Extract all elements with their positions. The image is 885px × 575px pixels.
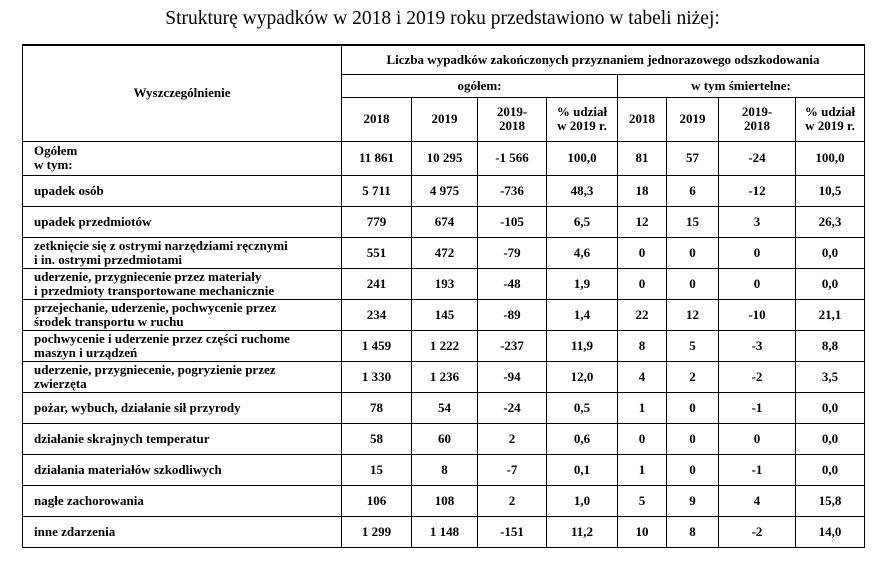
- table-cell: 1: [618, 392, 667, 423]
- table-cell: 12: [618, 206, 667, 237]
- table-cell: 1 299: [342, 516, 412, 547]
- table-cell: -736: [478, 175, 547, 206]
- table-cell: 15: [342, 454, 412, 485]
- year-header-cell: 2019- 2018: [478, 97, 547, 141]
- table-cell: 1,4: [547, 299, 618, 330]
- table-cell: -10: [719, 299, 796, 330]
- year-header-cell: % udział w 2019 r.: [796, 97, 865, 141]
- table-cell: 1,9: [547, 268, 618, 299]
- row-label: nagłe zachorowania: [23, 485, 342, 516]
- table-cell: 5: [618, 485, 667, 516]
- table-cell: 0,0: [796, 423, 865, 454]
- table-cell: 1 236: [412, 361, 478, 392]
- table-cell: 15: [667, 206, 719, 237]
- table-cell: 12,0: [547, 361, 618, 392]
- table-cell: 1,0: [547, 485, 618, 516]
- table-cell: 0: [618, 268, 667, 299]
- table-cell: 4 975: [412, 175, 478, 206]
- table-cell: 0,6: [547, 423, 618, 454]
- table-cell: 11 861: [342, 141, 412, 175]
- table-cell: -237: [478, 330, 547, 361]
- year-header-cell: 2018: [342, 97, 412, 141]
- row-label: pożar, wybuch, działanie sił przyrody: [23, 392, 342, 423]
- table-cell: 0: [618, 237, 667, 268]
- table-cell: -89: [478, 299, 547, 330]
- table-row: [23, 485, 865, 516]
- table-cell: 60: [412, 423, 478, 454]
- table-cell: 551: [342, 237, 412, 268]
- table-row: [23, 237, 865, 268]
- row-label: uderzenie, przygniecenie przez materiały i przedmioty transportowane mechanicznie: [23, 268, 342, 299]
- table-cell: -79: [478, 237, 547, 268]
- table-cell: -105: [478, 206, 547, 237]
- table-cell: 6: [667, 175, 719, 206]
- table-cell: -1 566: [478, 141, 547, 175]
- table-cell: 3: [719, 206, 796, 237]
- table-cell: 1 330: [342, 361, 412, 392]
- table-cell: 8: [667, 516, 719, 547]
- table-cell: 9: [667, 485, 719, 516]
- table-cell: 1: [618, 454, 667, 485]
- year-header-cell: 2019: [412, 97, 478, 141]
- year-header-cell: 2019- 2018: [719, 97, 796, 141]
- row-label: działanie skrajnych temperatur: [23, 423, 342, 454]
- table-cell: 4,6: [547, 237, 618, 268]
- table-cell: 0: [719, 423, 796, 454]
- table-cell: 0,5: [547, 392, 618, 423]
- row-label: upadek przedmiotów: [23, 206, 342, 237]
- table-cell: 234: [342, 299, 412, 330]
- table-cell: 106: [342, 485, 412, 516]
- table-cell: 5 711: [342, 175, 412, 206]
- table-row: [23, 361, 865, 392]
- year-header-cell: 2018: [618, 97, 667, 141]
- table-cell: 145: [412, 299, 478, 330]
- table-cell: 0,0: [796, 237, 865, 268]
- table-row: [23, 516, 865, 547]
- table-cell: 14,0: [796, 516, 865, 547]
- table-cell: 81: [618, 141, 667, 175]
- table-cell: 3,5: [796, 361, 865, 392]
- table-row: [23, 206, 865, 237]
- total-group-header: ogółem:: [342, 74, 618, 97]
- table-cell: 0: [667, 237, 719, 268]
- row-label: przejechanie, uderzenie, pochwycenie przez środek transportu w ruchu: [23, 299, 342, 330]
- table-cell: 58: [342, 423, 412, 454]
- table-cell: -2: [719, 516, 796, 547]
- table-cell: 6,5: [547, 206, 618, 237]
- table-row: [23, 268, 865, 299]
- table-cell: 21,1: [796, 299, 865, 330]
- table-cell: 0,1: [547, 454, 618, 485]
- table-cell: 193: [412, 268, 478, 299]
- group-header: Liczba wypadków zakończonych przyznaniem jednorazowego odszkodowania: [342, 45, 865, 74]
- row-label: Ogółem w tym:: [23, 141, 342, 175]
- table-cell: 0: [719, 268, 796, 299]
- table-cell: -1: [719, 454, 796, 485]
- table-cell: -48: [478, 268, 547, 299]
- table-row: [23, 454, 865, 485]
- row-label: uderzenie, przygniecenie, pogryzienie przez zwierzęta: [23, 361, 342, 392]
- table-cell: 0: [719, 237, 796, 268]
- table-cell: 0: [667, 392, 719, 423]
- table-cell: 57: [667, 141, 719, 175]
- table-cell: -12: [719, 175, 796, 206]
- table-cell: 2: [478, 485, 547, 516]
- table-cell: -2: [719, 361, 796, 392]
- table-cell: 108: [412, 485, 478, 516]
- table-cell: 11,2: [547, 516, 618, 547]
- table-row: [23, 141, 865, 175]
- table-header: [23, 45, 865, 141]
- accidents-table: [22, 44, 865, 548]
- column-header-description: Wyszczególnienie: [23, 45, 342, 141]
- row-label: pochwycenie i uderzenie przez części ruchome maszyn i urządzeń: [23, 330, 342, 361]
- table-cell: 779: [342, 206, 412, 237]
- table-cell: 241: [342, 268, 412, 299]
- table-cell: 1 222: [412, 330, 478, 361]
- table-cell: -24: [719, 141, 796, 175]
- table-cell: 22: [618, 299, 667, 330]
- table-cell: 5: [667, 330, 719, 361]
- table-row: [23, 299, 865, 330]
- table-cell: 0: [667, 454, 719, 485]
- table-cell: 674: [412, 206, 478, 237]
- table-cell: 8,8: [796, 330, 865, 361]
- table-cell: 11,9: [547, 330, 618, 361]
- table-cell: 0: [618, 423, 667, 454]
- table-cell: -151: [478, 516, 547, 547]
- table-cell: 0,0: [796, 392, 865, 423]
- row-label: działania materiałów szkodliwych: [23, 454, 342, 485]
- table-cell: 2: [478, 423, 547, 454]
- table-cell: 8: [618, 330, 667, 361]
- year-header-cell: 2019: [667, 97, 719, 141]
- table-row: [23, 392, 865, 423]
- table-cell: 10,5: [796, 175, 865, 206]
- table-cell: -3: [719, 330, 796, 361]
- table-cell: 0: [667, 268, 719, 299]
- table-cell: 1 459: [342, 330, 412, 361]
- table-cell: -7: [478, 454, 547, 485]
- row-label: zetknięcie się z ostrymi narzędziami ręcznymi i in. ostrymi przedmiotami: [23, 237, 342, 268]
- table-cell: 0,0: [796, 268, 865, 299]
- table-cell: 12: [667, 299, 719, 330]
- table-cell: 4: [719, 485, 796, 516]
- table-cell: 1 148: [412, 516, 478, 547]
- row-label: upadek osób: [23, 175, 342, 206]
- table-row: [23, 423, 865, 454]
- page-title: Strukturę wypadków w 2018 i 2019 roku przedstawiono w tabeli niżej:: [165, 8, 720, 29]
- table-cell: 2: [667, 361, 719, 392]
- table-cell: 54: [412, 392, 478, 423]
- table-cell: 18: [618, 175, 667, 206]
- table-cell: 0: [667, 423, 719, 454]
- fatal-group-header: w tym śmiertelne:: [618, 74, 865, 97]
- table-cell: 26,3: [796, 206, 865, 237]
- table-cell: 4: [618, 361, 667, 392]
- table-row: [23, 330, 865, 361]
- table-cell: 100,0: [547, 141, 618, 175]
- table-cell: 10: [618, 516, 667, 547]
- table-cell: 48,3: [547, 175, 618, 206]
- table-cell: 0,0: [796, 454, 865, 485]
- table-row: [23, 175, 865, 206]
- table-cell: 10 295: [412, 141, 478, 175]
- table-cell: 78: [342, 392, 412, 423]
- table-cell: 8: [412, 454, 478, 485]
- table-cell: 15,8: [796, 485, 865, 516]
- year-header-cell: % udział w 2019 r.: [547, 97, 618, 141]
- table-cell: 472: [412, 237, 478, 268]
- table-cell: 100,0: [796, 141, 865, 175]
- row-label: inne zdarzenia: [23, 516, 342, 547]
- table-cell: -94: [478, 361, 547, 392]
- table-cell: -24: [478, 392, 547, 423]
- table-body: [23, 141, 865, 547]
- table-cell: -1: [719, 392, 796, 423]
